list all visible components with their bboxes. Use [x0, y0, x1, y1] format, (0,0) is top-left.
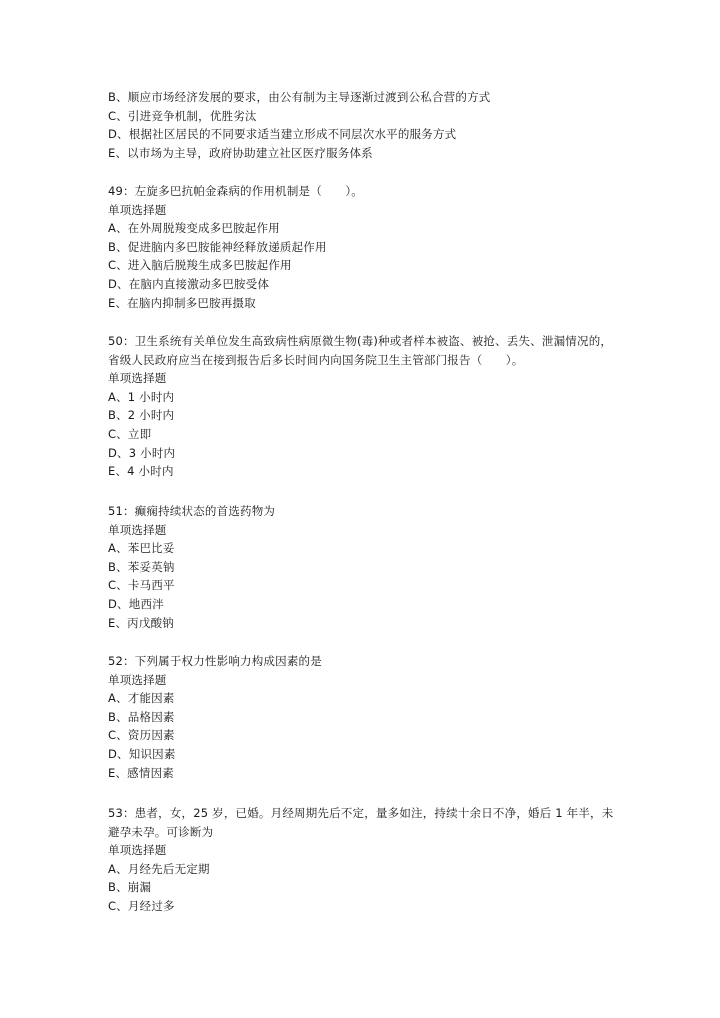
- option-e: E、感情因素: [108, 765, 174, 780]
- option-c: C、进入脑后脱羧生成多巴胺起作用: [108, 258, 292, 273]
- option-c: C、资历因素: [108, 728, 175, 743]
- question-51: [108, 502, 618, 632]
- option-b: B、顺应市场经济发展的要求，由公有制为主导逐渐过渡到公私合营的方式: [108, 90, 491, 104]
- question-stem: 50：卫生系统有关单位发生高致病性病原微生物(毒)种或者样本被盗、被抢、丢失、泄漏情况的，省级人民政府应当在接到报告后多长时间内向国务院卫生主管部门报告（ ）。: [108, 334, 613, 367]
- question-stem: 52：下列属于权力性影响力构成因素的是: [108, 654, 322, 668]
- question-type: 单项选择题: [108, 202, 167, 217]
- option-c: C、引进竞争机制，优胜劣汰: [108, 108, 257, 123]
- question-type: 单项选择题: [108, 522, 167, 537]
- option-d: D、在脑内直接激动多巴胺受体: [108, 276, 270, 291]
- option-e: E、丙戊酸钠: [108, 615, 174, 630]
- option-c: C、卡马西平: [108, 578, 175, 593]
- option-d: D、根据社区居民的不同要求适当建立形成不同层次水平的服务方式: [108, 127, 457, 142]
- option-a: A、月经先后无定期: [108, 861, 210, 876]
- question-50: [108, 332, 618, 481]
- option-a: A、1 小时内: [108, 389, 175, 404]
- option-b: B、促进脑内多巴胺能神经释放递质起作用: [108, 239, 327, 254]
- option-d: D、3 小时内: [108, 445, 176, 460]
- option-c: C、月经过多: [108, 898, 175, 913]
- question-53: [108, 804, 618, 916]
- question-stem: 53：患者，女，25 岁，已婚。月经周期先后不定，量多如注，持续十余日不净，婚后 1 年半，未避孕未孕。可诊断为: [108, 806, 614, 839]
- option-a: A、在外周脱羧变成多巴胺起作用: [108, 221, 280, 236]
- question-type: 单项选择题: [108, 371, 167, 386]
- option-d: D、知识因素: [108, 746, 176, 761]
- previous-question-options: [108, 88, 618, 162]
- option-b: B、崩漏: [108, 880, 152, 895]
- option-d: D、地西泮: [108, 596, 164, 611]
- option-e: E、4 小时内: [108, 464, 174, 479]
- option-b: B、品格因素: [108, 709, 175, 724]
- option-c: C、立即: [108, 426, 152, 441]
- question-49: [108, 182, 618, 312]
- option-a: A、苯巴比妥: [108, 541, 175, 556]
- option-e: E、以市场为主导，政府协助建立社区医疗服务体系: [108, 145, 373, 160]
- question-52: [108, 652, 618, 782]
- question-stem: 49：左旋多巴抗帕金森病的作用机制是（ ）。: [108, 184, 363, 198]
- option-a: A、才能因素: [108, 691, 175, 706]
- option-b: B、苯妥英钠: [108, 559, 175, 574]
- question-type: 单项选择题: [108, 672, 167, 687]
- option-e: E、在脑内抑制多巴胺再摄取: [108, 295, 256, 310]
- option-b: B、2 小时内: [108, 408, 175, 423]
- question-stem: 51：癫痫持续状态的首选药物为: [108, 504, 276, 518]
- question-type: 单项选择题: [108, 843, 167, 858]
